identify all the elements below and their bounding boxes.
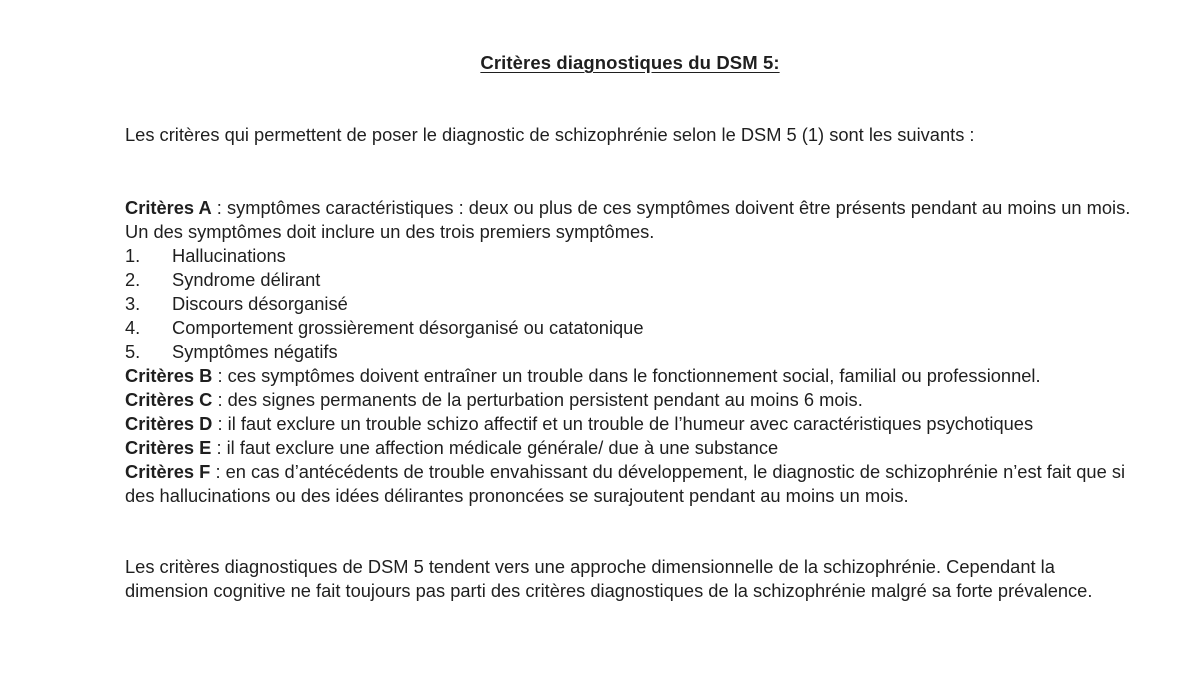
symptom-number: 3. — [125, 293, 141, 314]
criteria-e-label: Critères E — [125, 437, 212, 458]
symptom-number: 2. — [125, 269, 141, 290]
criteria-b-label: Critères B — [125, 365, 213, 386]
criteria-c — [125, 388, 1135, 412]
criteria-b-text: : ces symptômes doivent entraîner un trouble dans le fonctionnement social, familial ou professionnel. — [212, 365, 1041, 386]
criteria-d — [125, 412, 1135, 436]
symptom-number: 1. — [125, 245, 141, 266]
symptom-list-item — [125, 244, 1135, 268]
criteria-b — [125, 364, 1135, 388]
criteria-f — [125, 460, 1135, 508]
symptom-list-item — [125, 292, 1135, 316]
criteria-c-label: Critères C — [125, 389, 213, 410]
symptom-number: 4. — [125, 317, 141, 338]
criteria-a — [125, 196, 1135, 244]
symptom-list-item — [125, 316, 1135, 340]
symptom-list-item — [125, 268, 1135, 292]
criteria-a-label: Critères A — [125, 197, 212, 218]
conclusion-paragraph: Les critères diagnostiques de DSM 5 tendent vers une approche dimensionnelle de la schizophrénie. Cependant la dimension cognitive ne fait toujours pas parti des critères diagnostiques de la schizophrénie malgré sa forte prévalence. — [125, 556, 1093, 601]
symptom-text: Syndrome délirant — [172, 269, 321, 290]
symptom-list-item — [125, 340, 1135, 364]
symptom-text: Symptômes négatifs — [172, 341, 338, 362]
criteria-c-text: : des signes permanents de la perturbation persistent pendant au moins 6 mois. — [212, 389, 863, 410]
criteria-d-label: Critères D — [125, 413, 213, 434]
page-title: Critères diagnostiques du DSM 5: — [480, 52, 780, 73]
symptom-number: 5. — [125, 341, 141, 362]
symptom-text: Discours désorganisé — [172, 293, 348, 314]
intro-paragraph: Les critères qui permettent de poser le diagnostic de schizophrénie selon le DSM 5 (1) sont les suivants : — [125, 124, 975, 145]
criteria-f-text: : en cas d’antécédents de trouble envahissant du développement, le diagnostic de schizophrénie n’est fait que si des hallucinations ou des idées délirantes prononcées se surajoutent pendant au moins un mois. — [125, 461, 1126, 506]
criteria-e — [125, 436, 1135, 460]
symptom-text: Comportement grossièrement désorganisé ou catatonique — [172, 317, 644, 338]
symptom-text: Hallucinations — [172, 245, 286, 266]
criteria-section — [125, 196, 1135, 508]
criteria-a-text: : symptômes caractéristiques : deux ou plus de ces symptômes doivent être présents pendant au moins un mois. Un des symptômes doit inclure un des trois premiers symptômes. — [125, 197, 1131, 242]
criteria-f-label: Critères F — [125, 461, 211, 482]
criteria-d-text: : il faut exclure un trouble schizo affectif et un trouble de l’humeur avec caractéristiques psychotiques — [212, 413, 1034, 434]
criteria-e-text: : il faut exclure une affection médicale générale/ due à une substance — [211, 437, 779, 458]
